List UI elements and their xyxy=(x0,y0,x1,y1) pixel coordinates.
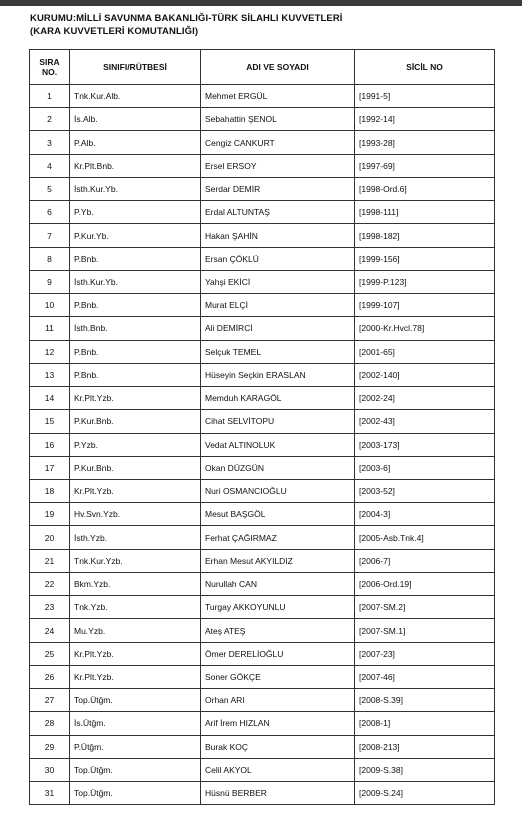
table-row xyxy=(30,294,495,317)
row-full-name: Memduh KARAGÖL xyxy=(201,387,355,410)
table-row xyxy=(30,642,495,665)
row-registry-no: [1998-111] xyxy=(355,201,495,224)
row-full-name: Sebahattin ŞENOL xyxy=(201,108,355,131)
header-sequence-no xyxy=(30,50,70,85)
row-rank: P.Kur.Bnb. xyxy=(70,456,201,479)
table-row xyxy=(30,433,495,456)
table-row xyxy=(30,177,495,200)
row-full-name: Hüsnü BERBER xyxy=(201,782,355,805)
row-registry-no: [2007-SM.1] xyxy=(355,619,495,642)
row-rank: İsth.Kur.Yb. xyxy=(70,177,201,200)
row-rank: P.Bnb. xyxy=(70,340,201,363)
document-heading xyxy=(30,12,510,38)
row-sequence-no: 26 xyxy=(30,665,70,688)
table-row xyxy=(30,247,495,270)
row-full-name: Ersan ÇÖKLÜ xyxy=(201,247,355,270)
table-row xyxy=(30,108,495,131)
row-registry-no: [2009-S.38] xyxy=(355,758,495,781)
table-row xyxy=(30,363,495,386)
row-full-name: Erdal ALTUNTAŞ xyxy=(201,201,355,224)
row-registry-no: [2003-6] xyxy=(355,456,495,479)
row-sequence-no: 28 xyxy=(30,712,70,735)
row-sequence-no: 31 xyxy=(30,782,70,805)
row-registry-no: [2006-7] xyxy=(355,549,495,572)
row-rank: P.Ütğm. xyxy=(70,735,201,758)
row-rank: İs.Ütğm. xyxy=(70,712,201,735)
heading-command: (KARA KUVVETLERİ KOMUTANLIĞI) xyxy=(30,26,199,37)
row-registry-no: [2007-46] xyxy=(355,665,495,688)
row-sequence-no: 14 xyxy=(30,387,70,410)
table-row xyxy=(30,387,495,410)
row-full-name: Arif İrem HIZLAN xyxy=(201,712,355,735)
row-sequence-no: 11 xyxy=(30,317,70,340)
row-registry-no: [1997-69] xyxy=(355,154,495,177)
table-row xyxy=(30,665,495,688)
row-rank: Bkm.Yzb. xyxy=(70,572,201,595)
row-full-name: Ferhat ÇAĞIRMAZ xyxy=(201,526,355,549)
row-rank: Top.Ütğm. xyxy=(70,758,201,781)
table-row xyxy=(30,526,495,549)
row-rank: Mu.Yzb. xyxy=(70,619,201,642)
row-sequence-no: 29 xyxy=(30,735,70,758)
row-registry-no: [2002-24] xyxy=(355,387,495,410)
row-rank: Kr.Plt.Bnb. xyxy=(70,154,201,177)
row-sequence-no: 16 xyxy=(30,433,70,456)
row-full-name: Vedat ALTINOLUK xyxy=(201,433,355,456)
row-full-name: Mehmet ERGÜL xyxy=(201,85,355,108)
row-sequence-no: 27 xyxy=(30,689,70,712)
heading-institution: KURUMU:MİLLİ SAVUNMA BAKANLIĞI-TÜRK SİLAHLI KUVVETLERİ xyxy=(30,13,343,24)
row-rank: Kr.Plt.Yzb. xyxy=(70,665,201,688)
row-registry-no: [2003-173] xyxy=(355,433,495,456)
row-sequence-no: 8 xyxy=(30,247,70,270)
row-sequence-no: 9 xyxy=(30,270,70,293)
table-row xyxy=(30,131,495,154)
row-sequence-no: 13 xyxy=(30,363,70,386)
table-row xyxy=(30,596,495,619)
row-full-name: Yahşi EKİCİ xyxy=(201,270,355,293)
row-rank: Kr.Plt.Yzb. xyxy=(70,387,201,410)
table-row xyxy=(30,410,495,433)
row-rank: Tnk.Kur.Alb. xyxy=(70,85,201,108)
row-sequence-no: 3 xyxy=(30,131,70,154)
row-sequence-no: 1 xyxy=(30,85,70,108)
row-rank: P.Kur.Bnb. xyxy=(70,410,201,433)
row-registry-no: [1999-P.123] xyxy=(355,270,495,293)
row-registry-no: [1998-182] xyxy=(355,224,495,247)
row-full-name: Burak KOÇ xyxy=(201,735,355,758)
row-rank: İsth.Bnb. xyxy=(70,317,201,340)
row-rank: İs.Alb. xyxy=(70,108,201,131)
row-full-name: Mesut BAŞGÖL xyxy=(201,503,355,526)
table-body xyxy=(30,85,495,805)
row-sequence-no: 6 xyxy=(30,201,70,224)
row-sequence-no: 25 xyxy=(30,642,70,665)
row-sequence-no: 4 xyxy=(30,154,70,177)
row-registry-no: [1999-156] xyxy=(355,247,495,270)
row-rank: P.Bnb. xyxy=(70,247,201,270)
table-row xyxy=(30,317,495,340)
table-row xyxy=(30,712,495,735)
row-rank: P.Bnb. xyxy=(70,363,201,386)
row-full-name: Cengiz CANKURT xyxy=(201,131,355,154)
row-rank: P.Bnb. xyxy=(70,294,201,317)
row-full-name: Soner GÖKÇE xyxy=(201,665,355,688)
header-full-name: ADI VE SOYADI xyxy=(201,50,355,85)
row-rank: P.Yzb. xyxy=(70,433,201,456)
row-rank: Hv.Svn.Yzb. xyxy=(70,503,201,526)
table-row xyxy=(30,201,495,224)
row-rank: Kr.Plt.Yzb. xyxy=(70,479,201,502)
row-sequence-no: 10 xyxy=(30,294,70,317)
row-rank: Top.Ütğm. xyxy=(70,782,201,805)
row-registry-no: [2003-52] xyxy=(355,479,495,502)
table-row xyxy=(30,619,495,642)
row-sequence-no: 15 xyxy=(30,410,70,433)
row-rank: P.Kur.Yb. xyxy=(70,224,201,247)
row-full-name: Selçuk TEMEL xyxy=(201,340,355,363)
row-rank: P.Yb. xyxy=(70,201,201,224)
row-sequence-no: 21 xyxy=(30,549,70,572)
table-row xyxy=(30,782,495,805)
table-row xyxy=(30,735,495,758)
row-sequence-no: 2 xyxy=(30,108,70,131)
row-full-name: Serdar DEMİR xyxy=(201,177,355,200)
header-sequence-no-line2: NO. xyxy=(41,67,58,77)
row-registry-no: [2007-23] xyxy=(355,642,495,665)
row-registry-no: [2008-1] xyxy=(355,712,495,735)
table-row xyxy=(30,689,495,712)
row-registry-no: [2004-3] xyxy=(355,503,495,526)
row-registry-no: [2009-S.24] xyxy=(355,782,495,805)
row-registry-no: [2002-140] xyxy=(355,363,495,386)
header-sequence-no-line1: SIRA xyxy=(39,57,60,67)
table-row xyxy=(30,224,495,247)
table-row xyxy=(30,572,495,595)
row-sequence-no: 19 xyxy=(30,503,70,526)
row-registry-no: [2005-Asb.Tnk.4] xyxy=(355,526,495,549)
row-full-name: Ali DEMİRCİ xyxy=(201,317,355,340)
table-row xyxy=(30,456,495,479)
row-registry-no: [1998-Ord.6] xyxy=(355,177,495,200)
row-registry-no: [2006-Ord.19] xyxy=(355,572,495,595)
row-sequence-no: 18 xyxy=(30,479,70,502)
row-full-name: Murat ELÇİ xyxy=(201,294,355,317)
row-full-name: Hakan ŞAHİN xyxy=(201,224,355,247)
table-row xyxy=(30,270,495,293)
row-registry-no: [2008-213] xyxy=(355,735,495,758)
row-rank: İsth.Kur.Yb. xyxy=(70,270,201,293)
row-sequence-no: 5 xyxy=(30,177,70,200)
row-rank: Kr.Plt.Yzb. xyxy=(70,642,201,665)
top-border-bar xyxy=(0,0,522,6)
row-registry-no: [2002-43] xyxy=(355,410,495,433)
table-row xyxy=(30,758,495,781)
row-full-name: Ersel ERSOY xyxy=(201,154,355,177)
row-full-name: Nurullah CAN xyxy=(201,572,355,595)
row-full-name: Erhan Mesut AKYILDIZ xyxy=(201,549,355,572)
row-sequence-no: 22 xyxy=(30,572,70,595)
row-rank: Top.Ütğm. xyxy=(70,689,201,712)
row-full-name: Hüseyin Seçkin ERASLAN xyxy=(201,363,355,386)
row-registry-no: [1992-14] xyxy=(355,108,495,131)
row-full-name: Okan DÜZGÜN xyxy=(201,456,355,479)
row-registry-no: [2007-SM.2] xyxy=(355,596,495,619)
table-row xyxy=(30,85,495,108)
table-row xyxy=(30,479,495,502)
row-registry-no: [2008-S.39] xyxy=(355,689,495,712)
row-sequence-no: 23 xyxy=(30,596,70,619)
row-sequence-no: 7 xyxy=(30,224,70,247)
personnel-table xyxy=(29,49,495,805)
row-rank: İsth.Yzb. xyxy=(70,526,201,549)
row-full-name: Celil AKYOL xyxy=(201,758,355,781)
row-registry-no: [2000-Kr.Hvcl.78] xyxy=(355,317,495,340)
row-full-name: Turgay AKKOYUNLU xyxy=(201,596,355,619)
row-full-name: Ömer DERELİOĞLU xyxy=(201,642,355,665)
row-full-name: Cihat SELVİTOPU xyxy=(201,410,355,433)
row-registry-no: [1999-107] xyxy=(355,294,495,317)
row-sequence-no: 20 xyxy=(30,526,70,549)
row-full-name: Ateş ATEŞ xyxy=(201,619,355,642)
row-sequence-no: 17 xyxy=(30,456,70,479)
table-row xyxy=(30,154,495,177)
row-registry-no: [1993-28] xyxy=(355,131,495,154)
row-full-name: Orhan ARI xyxy=(201,689,355,712)
header-rank: SINIFI/RÜTBESİ xyxy=(70,50,201,85)
row-sequence-no: 12 xyxy=(30,340,70,363)
row-registry-no: [1991-5] xyxy=(355,85,495,108)
row-rank: Tnk.Kur.Yzb. xyxy=(70,549,201,572)
table-row xyxy=(30,503,495,526)
row-registry-no: [2001-65] xyxy=(355,340,495,363)
row-sequence-no: 30 xyxy=(30,758,70,781)
table-header-row xyxy=(30,50,495,85)
row-rank: P.Alb. xyxy=(70,131,201,154)
header-registry-no: SİCİL NO xyxy=(355,50,495,85)
table-row xyxy=(30,549,495,572)
row-rank: Tnk.Yzb. xyxy=(70,596,201,619)
table-row xyxy=(30,340,495,363)
row-sequence-no: 24 xyxy=(30,619,70,642)
row-full-name: Nuri OSMANCIOĞLU xyxy=(201,479,355,502)
